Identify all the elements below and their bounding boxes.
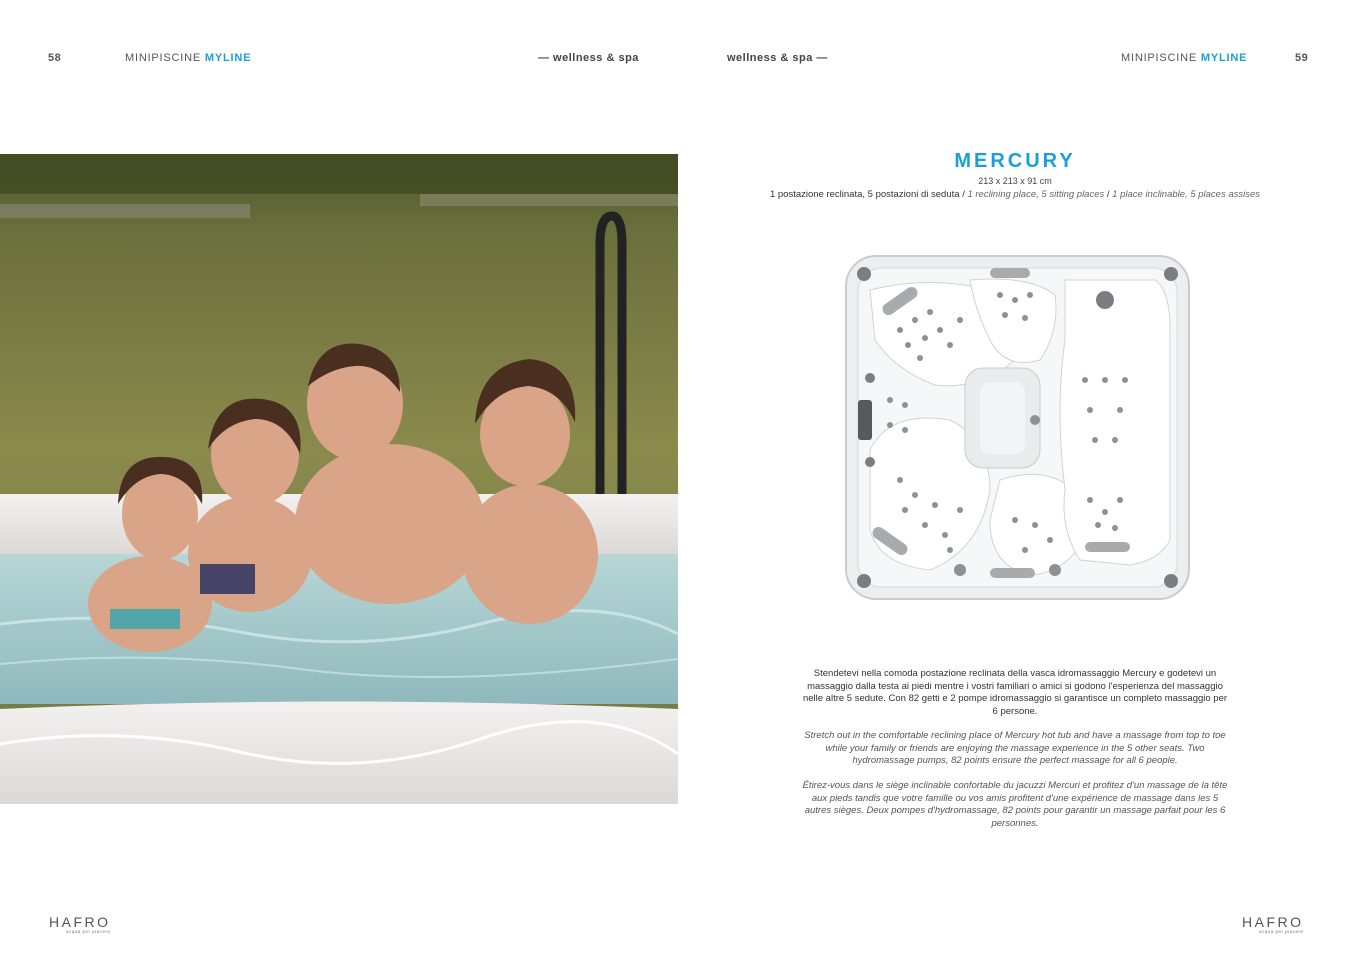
family-in-hot-tub-photo [0, 154, 678, 804]
mercury-tub-top-view [840, 250, 1195, 605]
brand-header-left [125, 52, 251, 64]
product-seating [700, 189, 1330, 200]
brand-prefix-right: MINIPISCINE [1121, 52, 1198, 64]
product-title: MERCURY [954, 150, 1076, 172]
brand-suffix-right: MYLINE [1200, 52, 1248, 64]
seating-fr: 1 place inclinable, 5 places assises [1112, 189, 1261, 200]
logo-tagline-right: acqua per piacere [1258, 929, 1304, 934]
section-label-left: — wellness & spa [538, 52, 639, 64]
page-number-right: 59 [1295, 52, 1309, 64]
hafro-logo-left [49, 914, 111, 934]
description-french: Étirez-vous dans le siège inclinable confortable du jacuzzi Mercuri et profitez d'un massage de la tête aux pieds tandis que votre famille ou vos amis profitent d'une expérience de massage dans les 5 autres sièges. Deux pompes d'hydromassage, 82 points pour garantir un massage parfait pour les 6 personnes. [802, 780, 1228, 829]
brand-prefix-left: MINIPISCINE [125, 52, 202, 64]
brand-suffix-left: MYLINE [204, 52, 252, 64]
logo-tagline-left: acqua per piacere [65, 929, 111, 934]
description-english: Stretch out in the comfortable reclining place of Mercury hot tub and have a massage from top to toe while your family or friends are enjoying the massage experience in the 5 other seats. Two hydromassage pumps, 82 points ensure the perfect massage for all 6 people. [804, 730, 1226, 767]
hafro-logo-right [1242, 914, 1304, 934]
seating-en: 1 reclining place, 5 sitting places [967, 189, 1105, 200]
seating-separator: / [1104, 189, 1113, 200]
page-number-left: 58 [48, 52, 62, 64]
brand-header-right [1121, 52, 1247, 64]
product-dimensions: 213 x 213 x 91 cm [978, 176, 1052, 186]
description-italian: Stendetevi nella comoda postazione reclinata della vasca idromassaggio Mercury e godetevi un massaggio dalla testa ai piedi mentre i vostri familiari o amici si godono l'esperienza del massaggio nelle altre 5 sedute. Con 82 getti e 2 pompe idromassaggio si garantisce un completo massaggio per 6 persone. [802, 668, 1228, 717]
seating-it: 1 postazione reclinata, 5 postazioni di seduta / [769, 189, 968, 200]
section-label-right: wellness & spa — [727, 52, 828, 64]
logo-text-right: HAFRO [1242, 914, 1304, 930]
logo-text-left: HAFRO [49, 914, 111, 930]
